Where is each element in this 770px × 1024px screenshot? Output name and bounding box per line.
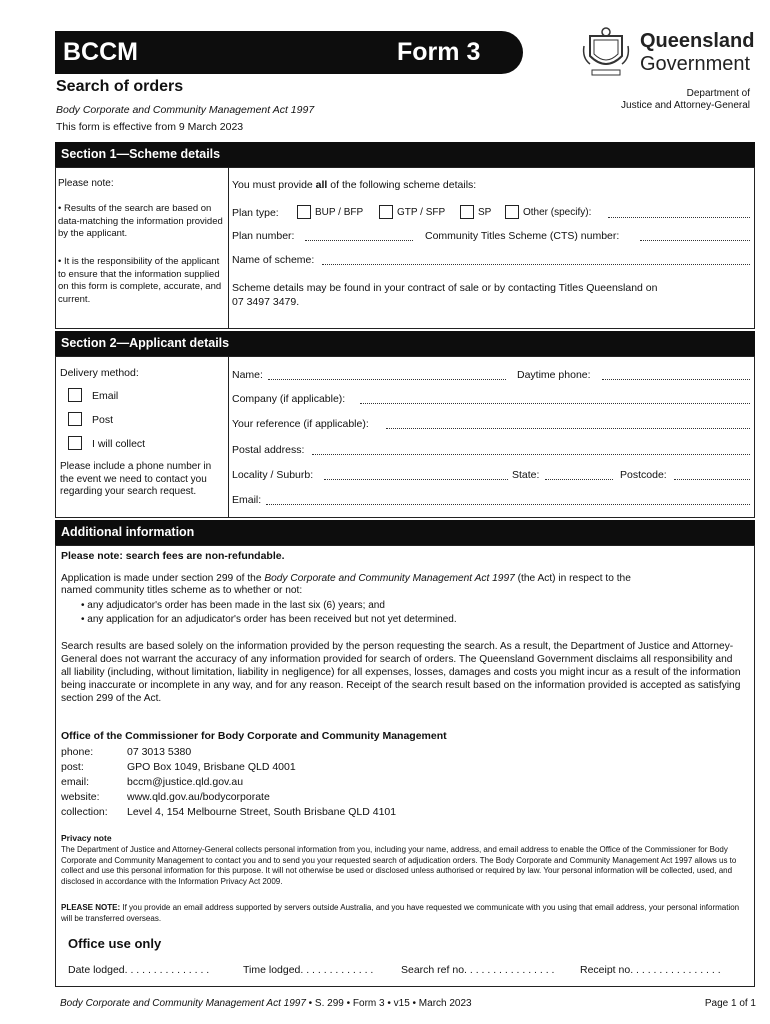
application-line1: Application is made under section 299 of the Body Corporate and Community Management Act 1997 (the Act) in respect to the: [61, 573, 631, 584]
plan-type-other-label: Other (specify):: [523, 207, 592, 218]
contact-phone-value: 07 3013 5380: [127, 746, 192, 758]
plan-type-label: Plan type:: [232, 207, 279, 219]
reference-field[interactable]: [386, 428, 750, 429]
plan-type-other-field[interactable]: [608, 217, 750, 218]
form-code: BCCM: [63, 38, 138, 66]
please-note-overseas: PLEASE NOTE: If you provide an email address supported by servers outside Australia, and you have requested we communicate with you using that email address, your personal information will be transferred overseas.: [61, 903, 740, 923]
privacy-text: The Department of Justice and Attorney-General collects personal information from you, including your name, address, and email address to enable the Office of the Commissioner for Body Corporate and Community Management to contact you and to send you your requested search of adjudication orders. The Body Corporate and Community Management Act 1997 allows us to collect and use this personal information for this purpose. It will not otherwise be used or disclosed unless authorised or required by law. Your personal information will be collected, used, and disclosed in accordance with the Information Privacy Act 2009.: [61, 845, 737, 886]
section2-heading: Section 2—Applicant details: [55, 331, 755, 356]
locality-label: Locality / Suburb:: [232, 469, 314, 481]
contact-collection-label: collection:: [61, 806, 108, 818]
search-ref-field: Search ref no. . . . . . . . . . . . . . . .: [401, 964, 555, 976]
plan-type-gtp-checkbox[interactable]: [379, 205, 393, 219]
email-label: Email:: [232, 494, 262, 506]
office-title: Office of the Commissioner for Body Corporate and Community Management: [61, 730, 447, 742]
contact-email-label: email:: [61, 776, 90, 788]
effective-date: This form is effective from 9 March 2023: [56, 121, 244, 133]
act-name: Body Corporate and Community Management Act 1997: [56, 104, 315, 116]
postcode-field[interactable]: [674, 479, 750, 480]
application-bullet-1: • any adjudicator's order has been made in the last six (6) years; and: [81, 600, 385, 611]
page-number: Page 1 of 1: [704, 998, 756, 1009]
contact-collection-value: Level 4, 154 Melbourne Street, South Brisbane QLD 4101: [127, 806, 397, 818]
time-lodged-field: Time lodged. . . . . . . . . . . . .: [243, 964, 374, 976]
delivery-post-checkbox[interactable]: [68, 412, 82, 426]
delivery-method-label: Delivery method:: [60, 367, 139, 379]
section1-heading: Section 1—Scheme details: [55, 142, 755, 167]
section1-note-2: • It is the responsibility of the applicant to ensure that the information supplied on this form is complete, accurate, and current.: [58, 256, 222, 305]
scheme-name-field[interactable]: [322, 264, 750, 265]
privacy-title: Privacy note: [61, 833, 112, 843]
delivery-collect-label: I will collect: [92, 438, 146, 450]
additional-info-heading: Additional information: [55, 520, 755, 545]
company-label: Company (if applicable):: [232, 393, 346, 405]
fees-note: Please note: search fees are non-refundable.: [61, 550, 285, 562]
scheme-info-line2: 07 3497 3479.: [232, 296, 300, 308]
email-field[interactable]: [266, 504, 750, 505]
contact-post-label: post:: [61, 761, 84, 773]
application-bullet-2: • any application for an adjudicator's order has been received but not yet determined.: [81, 614, 457, 625]
footer-reference: Body Corporate and Community Management Act 1997 • S. 299 • Form 3 • v15 • March 2023: [60, 998, 472, 1009]
qld-government-logo: [580, 26, 755, 81]
postal-address-label: Postal address:: [232, 444, 305, 456]
contact-email-value[interactable]: bccm@justice.qld.gov.au: [127, 776, 244, 788]
contact-website-value[interactable]: www.qld.gov.au/bodycorporate: [127, 791, 270, 803]
locality-field[interactable]: [324, 479, 508, 480]
section1-note-label: Please note:: [58, 178, 114, 189]
plan-type-other-checkbox[interactable]: [505, 205, 519, 219]
plan-type-sp-checkbox[interactable]: [460, 205, 474, 219]
delivery-post-label: Post: [92, 414, 114, 426]
delivery-email-label: Email: [92, 390, 119, 402]
cts-number-label: Community Titles Scheme (CTS) number:: [425, 230, 620, 242]
name-field[interactable]: [268, 379, 506, 380]
plan-type-bup-checkbox[interactable]: [297, 205, 311, 219]
receipt-no-field: Receipt no. . . . . . . . . . . . . . . .: [580, 964, 721, 976]
logo-text-government: Government: [640, 53, 751, 75]
postcode-label: Postcode:: [620, 469, 667, 481]
scheme-info-line1: Scheme details may be found in your contract of sale or by contacting Titles Queensland on: [232, 282, 658, 294]
plan-number-field[interactable]: [305, 240, 413, 241]
section1-intro: You must provide all of the following scheme details:: [232, 179, 477, 191]
coat-of-arms-icon: [580, 26, 632, 78]
delivery-collect-checkbox[interactable]: [68, 436, 82, 450]
plan-type-bup-label: BUP / BFP: [315, 207, 364, 218]
scheme-name-label: Name of scheme:: [232, 254, 315, 266]
page-title: Search of orders: [56, 78, 184, 95]
state-label: State:: [512, 469, 540, 481]
contact-post-value: GPO Box 1049, Brisbane QLD 4001: [127, 761, 296, 773]
postal-address-field[interactable]: [312, 454, 750, 455]
plan-type-sp-label: SP: [478, 207, 492, 218]
phone-note: Please include a phone number in the event we need to contact you regarding your search request.: [60, 461, 212, 497]
daytime-phone-label: Daytime phone:: [517, 369, 591, 381]
cts-number-field[interactable]: [640, 240, 750, 241]
company-field[interactable]: [360, 403, 750, 404]
disclaimer-paragraph: Search results are based solely on the information provided by the person requesting the search. As a result, the Department of Justice and Attorney-General does not warrant the accuracy of any information provided for search of orders. The Queensland Government disclaims all responsibility and all liability (including, without limitation, liability in negligence) for all expenses, losses, damages and costs you might incur as a result of the information being inaccurate or incomplete in any way, and for any reason. Receipt of the search result based on the information provided is accepted as satisfying section 299 of the Act.: [61, 641, 741, 704]
contact-phone-label: phone:: [61, 746, 94, 758]
office-use-title: Office use only: [68, 936, 162, 951]
contact-website-label: website:: [61, 791, 100, 803]
date-lodged-field: Date lodged. . . . . . . . . . . . . . .: [68, 964, 210, 976]
reference-label: Your reference (if applicable):: [232, 418, 369, 430]
delivery-email-checkbox[interactable]: [68, 388, 82, 402]
application-line2: named community titles scheme as to whether or not:: [61, 585, 303, 596]
title-bar: [55, 31, 523, 74]
plan-number-label: Plan number:: [232, 230, 295, 242]
plan-type-gtp-label: GTP / SFP: [397, 207, 446, 218]
form-number: Form 3: [397, 38, 481, 66]
section1-note-1: • Results of the search are based on data-matching the information provided by the applicant.: [58, 203, 223, 239]
name-label: Name:: [232, 369, 263, 381]
daytime-phone-field[interactable]: [602, 379, 750, 380]
department-name: Department of Justice and Attorney-General: [621, 88, 750, 111]
logo-text-queensland: Queensland: [640, 30, 755, 52]
state-field[interactable]: [545, 479, 613, 480]
